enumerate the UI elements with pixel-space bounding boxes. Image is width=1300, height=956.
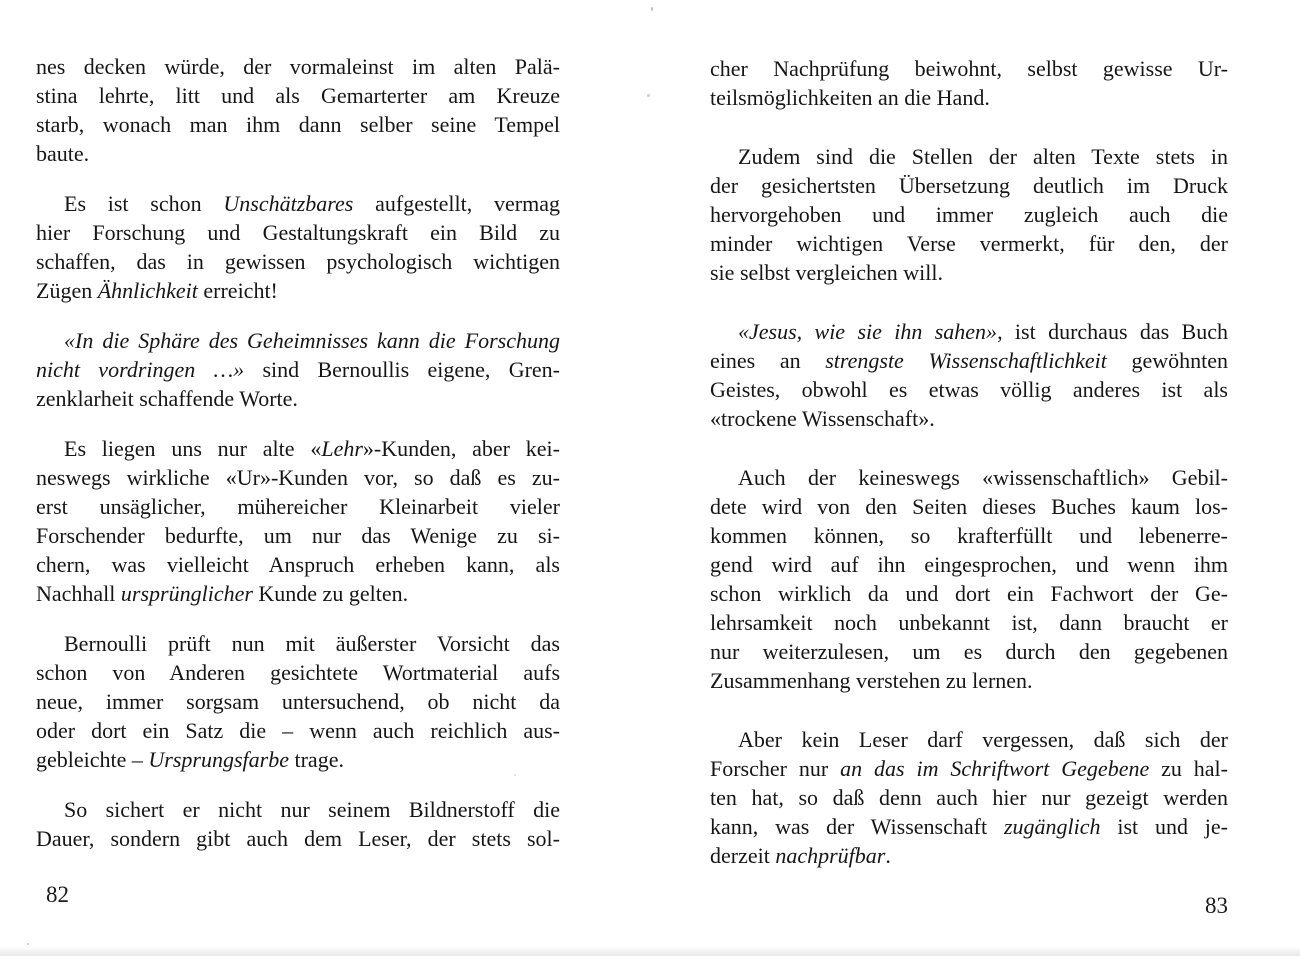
text-segment: hervorgehoben und immer zugleich auch die	[710, 202, 1228, 227]
text-line	[36, 463, 560, 492]
text-segment: gebleichte –	[36, 747, 149, 772]
text-line	[36, 189, 560, 218]
text-segment: erst unsäglicher, mühereicher Kleinarbeit vieler	[36, 494, 560, 519]
text-segment: der gesichertsten Übersetzung deutlich im Druck	[710, 173, 1228, 198]
text-line	[710, 754, 1228, 783]
text-segment: Dauer, sondern gibt auch dem Leser, der stets sol-	[36, 826, 560, 851]
paragraph	[36, 189, 560, 305]
text-line	[710, 142, 1228, 171]
text-line	[710, 258, 1228, 287]
text-line	[710, 812, 1228, 841]
scan-speck	[514, 774, 516, 776]
text-segment: neswegs wirkliche «Ur»-Kunden vor, so daß es zu-	[36, 465, 560, 490]
text-segment: So sichert er nicht nur seinem Bildnerstoff die	[64, 797, 560, 822]
text-segment: Es liegen uns nur alte «	[64, 436, 322, 461]
text-line	[36, 276, 560, 305]
text-segment: Zusammenhang verstehen zu lernen.	[710, 668, 1033, 693]
text-segment: cher Nachprüfung beiwohnt, selbst gewisse Ur-	[710, 56, 1228, 81]
text-line	[710, 841, 1228, 870]
text-line	[36, 355, 560, 384]
text-line	[710, 666, 1228, 695]
text-line	[710, 608, 1228, 637]
text-line	[36, 629, 560, 658]
text-segment: Zügen	[36, 278, 98, 303]
italic-text-segment: «In die Sphäre des Geheimnisses kann die Forschung	[64, 328, 560, 353]
text-line	[710, 725, 1228, 754]
scan-speck	[647, 94, 650, 97]
text-segment: nes decken würde, der vormaleinst im alten Palä-	[36, 54, 560, 79]
text-line	[36, 81, 560, 110]
paragraph	[36, 326, 560, 413]
text-segment: zenklarheit schaffende Worte.	[36, 386, 298, 411]
italic-text-segment: an das im Schriftwort Gegebene	[840, 756, 1150, 781]
text-segment: Nachhall	[36, 581, 121, 606]
text-line	[710, 521, 1228, 550]
text-segment: Aber kein Leser darf vergessen, daß sich der	[738, 727, 1228, 752]
italic-text-segment: Ursprungsfarbe	[148, 747, 289, 772]
page-number: 83	[1205, 893, 1228, 918]
text-segment: .	[885, 843, 891, 868]
text-segment: gewöhnten	[1106, 348, 1229, 373]
paragraph	[710, 317, 1228, 433]
scan-edge-shadow	[0, 946, 1300, 956]
text-segment: Forscher nur	[710, 756, 841, 781]
paragraph	[710, 463, 1228, 695]
text-segment: kommen können, so krafterfüllt und lebenerre-	[710, 523, 1228, 548]
text-segment: neue, immer sorgsam untersuchend, ob nicht da	[36, 689, 560, 714]
text-line	[36, 326, 560, 355]
text-line	[710, 375, 1228, 404]
italic-text-segment: Ähnlichkeit	[97, 278, 198, 303]
italic-text-segment: Lehr	[321, 436, 363, 461]
text-line	[710, 783, 1228, 812]
text-line	[36, 52, 560, 81]
text-line	[710, 200, 1228, 229]
text-segment: lehrsamkeit noch unbekannt ist, dann braucht er	[710, 610, 1228, 635]
text-segment: trage.	[288, 747, 344, 772]
text-segment: zu hal-	[1149, 756, 1228, 781]
page-right	[710, 54, 1228, 870]
text-segment: «trockene Wissenschaft».	[710, 406, 935, 431]
text-line	[36, 658, 560, 687]
text-segment: baute.	[36, 141, 90, 166]
paragraph	[36, 629, 560, 774]
text-line	[710, 317, 1228, 346]
text-line	[36, 492, 560, 521]
text-segment: gend wird auf ihn eingesprochen, und wenn ihm	[710, 552, 1228, 577]
text-line	[36, 110, 560, 139]
text-segment: teilsmöglichkeiten an die Hand.	[710, 85, 990, 110]
italic-text-segment: nachprüfbar	[775, 843, 886, 868]
text-line	[36, 745, 560, 774]
text-line	[710, 550, 1228, 579]
text-line	[36, 384, 560, 413]
text-segment: sie selbst vergleichen will.	[710, 260, 943, 285]
text-line	[36, 824, 560, 853]
scan-speck	[651, 7, 653, 11]
text-line	[710, 229, 1228, 258]
text-segment: Zudem sind die Stellen der alten Texte stets in	[738, 144, 1228, 169]
text-segment: schaffen, das in gewissen psychologisch wichtigen	[36, 249, 560, 274]
text-segment: starb, wonach man ihm dann selber seine Tempel	[36, 112, 560, 137]
text-line	[710, 346, 1228, 375]
text-line	[710, 492, 1228, 521]
text-segment: schon wirklich da und dort ein Fachwort der Ge-	[710, 581, 1228, 606]
text-segment: Bernoulli prüft nun mit äußerster Vorsicht das	[64, 631, 560, 656]
text-line	[36, 521, 560, 550]
paragraph	[710, 725, 1228, 870]
italic-text-segment: zugänglich	[1003, 814, 1101, 839]
text-line	[36, 434, 560, 463]
paragraph	[710, 142, 1228, 287]
text-segment: oder dort ein Satz die – wenn auch reichlich aus-	[36, 718, 560, 743]
text-line	[36, 579, 560, 608]
text-line	[36, 139, 560, 168]
text-segment: , ist durchaus das Buch	[997, 319, 1228, 344]
text-segment: ist und je-	[1100, 814, 1228, 839]
text-segment: eines an	[710, 348, 826, 373]
text-segment: ten hat, so daß denn auch hier nur gezeigt werden	[710, 785, 1228, 810]
text-line	[36, 218, 560, 247]
scan-speck	[27, 943, 29, 945]
text-line	[710, 83, 1228, 112]
page-text	[36, 52, 560, 853]
text-line	[710, 404, 1228, 433]
page-number: 82	[46, 882, 69, 907]
text-segment: sind Bernoullis eigene, Gren-	[244, 357, 560, 382]
text-line	[710, 54, 1228, 83]
text-segment: nur weiterzulesen, um es durch den gegebenen	[710, 639, 1228, 664]
text-segment: minder wichtigen Verse vermerkt, für den, der	[710, 231, 1228, 256]
paragraph	[36, 434, 560, 608]
text-segment: Es ist schon	[64, 191, 224, 216]
text-segment: schon von Anderen gesichtete Wortmaterial aufs	[36, 660, 560, 685]
text-line	[36, 550, 560, 579]
text-line	[710, 579, 1228, 608]
text-segment: Forschender bedurfte, um nur das Wenige zu si-	[36, 523, 560, 548]
paragraph	[710, 54, 1228, 112]
text-segment: hier Forschung und Gestaltungskraft ein Bild zu	[36, 220, 560, 245]
italic-text-segment: Unschätzbares	[223, 191, 354, 216]
text-line	[36, 795, 560, 824]
text-segment: erreicht!	[197, 278, 278, 303]
paragraph	[36, 795, 560, 853]
text-segment: »-Kunden, aber kei-	[362, 436, 560, 461]
text-segment: Auch der keineswegs «wissenschaftlich» Gebil-	[738, 465, 1228, 490]
text-segment: derzeit	[710, 843, 776, 868]
text-segment: chern, was vielleicht Anspruch erheben kann, als	[36, 552, 560, 577]
page-text	[710, 54, 1228, 870]
text-segment: aufgestellt, vermag	[353, 191, 560, 216]
italic-text-segment: strengste Wissenschaftlichkeit	[825, 348, 1107, 373]
page-left	[36, 52, 560, 853]
text-line	[36, 247, 560, 276]
text-segment: Geistes, obwohl es etwas völlig anderes ist als	[710, 377, 1228, 402]
text-line	[710, 463, 1228, 492]
text-line	[710, 171, 1228, 200]
italic-text-segment: ursprünglicher	[120, 581, 253, 606]
italic-text-segment: nicht vordringen …»	[36, 357, 245, 382]
text-segment: Kunde zu gelten.	[252, 581, 409, 606]
text-segment: dete wird von den Seiten dieses Buches kaum los-	[710, 494, 1228, 519]
paragraph	[36, 52, 560, 168]
text-line	[36, 687, 560, 716]
text-segment: kann, was der Wissenschaft	[710, 814, 1004, 839]
italic-text-segment: «Jesus, wie sie ihn sahen»	[738, 319, 998, 344]
text-line	[710, 637, 1228, 666]
text-segment: stina lehrte, litt und als Gemarterter am Kreuze	[36, 83, 560, 108]
text-line	[36, 716, 560, 745]
